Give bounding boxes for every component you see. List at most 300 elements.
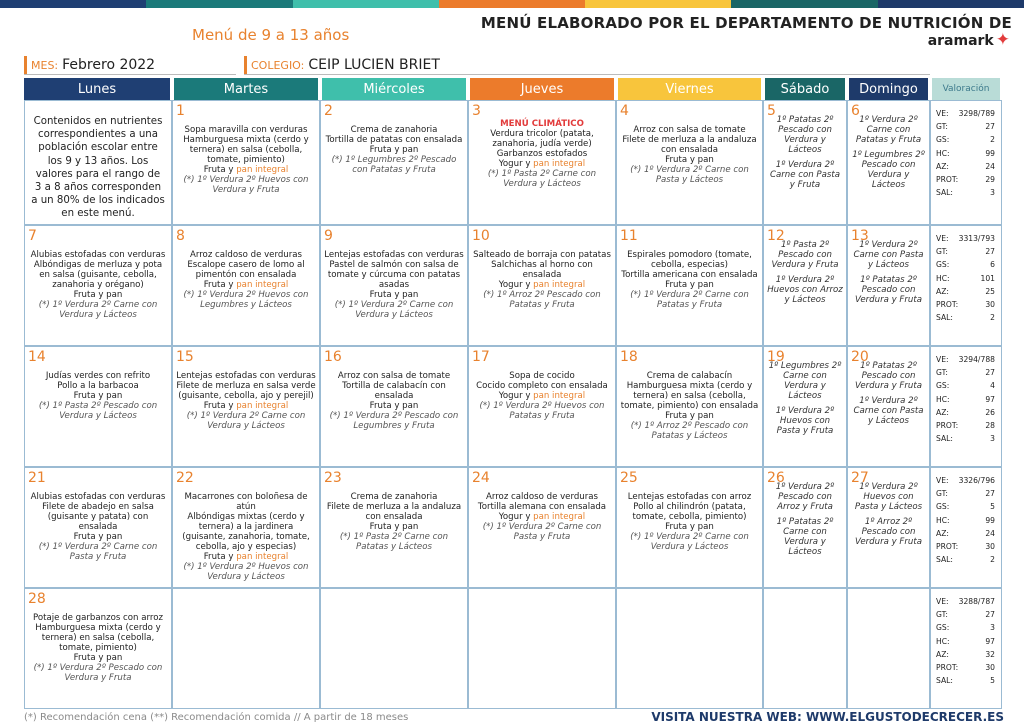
day-number: 5	[767, 103, 776, 119]
nutrient-value: 4	[990, 381, 995, 391]
nutrition-row	[936, 635, 995, 648]
nutrient-value: 3	[990, 623, 995, 633]
day-header-viernes: Viernes	[618, 78, 761, 100]
nutrient-label: AZ:	[936, 528, 949, 538]
day-number: 22	[176, 470, 194, 486]
dinner-option-2: 1º Arroz 2º Pescado con Verdura y Fruta	[854, 517, 922, 547]
dinner-recommendation: (*) 1º Pasta 2º Carne con Verdura y Lácteos	[487, 169, 597, 189]
day-cell	[24, 225, 172, 346]
nutrient-label: GT:	[936, 610, 948, 620]
menu-text	[767, 115, 843, 190]
nutrition-row	[936, 595, 995, 608]
dessert-line	[28, 653, 168, 663]
day-cell	[616, 346, 763, 467]
nutrition-row	[936, 540, 995, 553]
nutrient-label: AZ:	[936, 649, 949, 659]
nutrient-label: GS:	[936, 502, 950, 512]
top-color-stripe	[0, 0, 1024, 8]
dessert-text: Yogur y	[498, 280, 534, 290]
nutrient-value: 30	[985, 300, 995, 310]
menu-age-range: Menú de 9 a 13 años	[192, 26, 350, 44]
day-header-martes: Martes	[174, 78, 318, 100]
dessert-line	[472, 159, 612, 169]
dinner-recommendation: (*) 1º Verdura 2º Carne con Verdura y Lácteos	[334, 300, 454, 320]
month-marker	[24, 56, 27, 74]
lunch-dishes: Arroz caldoso de verduras Tortilla alemana con ensalada	[477, 492, 607, 512]
lunch-dishes: Arroz caldoso de verduras Escalope casero de lomo al pimentón con ensalada	[187, 250, 305, 280]
day-number: 24	[472, 470, 490, 486]
menu-text	[851, 115, 926, 190]
dessert-text: Fruta y	[203, 280, 237, 290]
nutrient-label: VE:	[936, 597, 949, 606]
dessert-text: Fruta y pan	[73, 653, 123, 663]
month-info	[24, 56, 155, 74]
lunch-dishes: Lentejas estofadas con verduras Filete de merluza en salsa verde (guisante, cebolla, ajo y perejil)	[176, 371, 316, 401]
nutrient-label: HC:	[936, 394, 950, 404]
month-label: MES:	[31, 58, 59, 72]
nutrient-label: SAL:	[936, 555, 953, 565]
day-cell	[468, 100, 616, 225]
day-number: 17	[472, 349, 490, 365]
nutrition-row	[936, 353, 995, 366]
dinner-option-2: 1º Verdura 2º Carne con Pasta y Lácteos	[853, 396, 924, 426]
nutrition-list	[936, 595, 995, 687]
lunch-dishes: Verdura tricolor (patata, zanahoria, judía verde) Garbanzos estofados	[490, 129, 594, 159]
day-cell	[24, 467, 172, 588]
dessert-line	[472, 512, 612, 522]
dinner-recommendation: (*) 1º Pasta 2º Pescado con Verdura y Lácteos	[38, 401, 158, 421]
dinner-recommendation: (*) 1º Verdura 2º Huevos con Verdura y Lácteos	[183, 562, 309, 582]
nutrient-value: 25	[985, 286, 995, 296]
menu-text	[767, 361, 843, 436]
nutrient-value: 27	[985, 122, 995, 132]
dinner-recommendation: (*) 1º Verdura 2º Carne con Pasta y Lácteos	[630, 165, 749, 185]
menu-text	[620, 492, 759, 552]
nutrient-label: GT:	[936, 489, 948, 499]
menu-text	[176, 371, 316, 431]
day-number: 10	[472, 228, 490, 244]
day-cell	[320, 225, 468, 346]
nutrient-value: 3326/796	[958, 476, 995, 485]
day-header-domingo: Domingo	[849, 78, 928, 100]
nutrient-value: 2	[990, 135, 995, 145]
nutrient-value: 2	[990, 555, 995, 565]
nutrition-list	[936, 107, 995, 199]
dessert-text: Fruta y	[203, 165, 237, 175]
menu-text	[472, 250, 612, 310]
nutrition-row	[936, 298, 995, 311]
school-underline	[244, 74, 930, 75]
day-number: 27	[851, 470, 869, 486]
wholegrain-bread: pan integral	[533, 280, 586, 290]
dessert-line	[324, 290, 464, 300]
day-number: 19	[767, 349, 785, 365]
dinner-recommendation: (*) 1º Verdura 2º Huevos con Verdura y Fruta	[183, 175, 309, 195]
intro-text: Contenidos en nutrientes correspondientes a una población escolar entre los 9 y 13 años. Los valores para el rango de 3 a 8 años corresponden a un 80% de los indicados en este menú.	[31, 116, 165, 220]
menu-text	[176, 492, 316, 582]
nutrient-value: 32	[985, 649, 995, 659]
menu-text	[324, 125, 464, 175]
nutrition-row	[936, 648, 995, 661]
nutrition-row	[936, 160, 995, 173]
day-cell	[763, 100, 847, 225]
nutrient-label: SAL:	[936, 313, 953, 323]
nutrient-label: GT:	[936, 368, 948, 378]
empty-cell	[468, 588, 616, 709]
intro-cell	[24, 100, 172, 225]
dessert-line	[620, 411, 759, 421]
wholegrain-bread: pan integral	[533, 159, 586, 169]
menu-text	[620, 125, 759, 185]
dessert-text: Fruta y pan	[665, 280, 714, 290]
nutrition-row	[936, 258, 995, 271]
brand-name: aramark	[927, 32, 994, 49]
nutrient-value: 97	[985, 394, 995, 404]
dinner-option-1: 1º Legumbres 2º Carne con Verdura y Lácteos	[768, 361, 842, 401]
month-underline	[24, 74, 236, 75]
nutrition-row	[936, 621, 995, 634]
lunch-dishes: Sopa maravilla con verduras Hamburguesa mixta (cerdo y ternera) en salsa (cebolla, tomate, pimiento)	[183, 125, 309, 165]
nutrition-row	[936, 474, 995, 487]
day-header-sabado: Sábado	[765, 78, 845, 100]
lunch-dishes: Crema de zanahoria Tortilla de patatas con ensalada	[325, 125, 463, 145]
dessert-text: Fruta y	[203, 552, 237, 562]
department-title: MENÚ ELABORADO POR EL DEPARTAMENTO DE NUTRICIÓN DE	[480, 14, 1012, 32]
nutrient-value: 27	[985, 489, 995, 499]
wholegrain-bread: pan integral	[533, 391, 586, 401]
dinner-option-1: 1º Patatas 2º Pescado con Verdura y Fruta	[854, 361, 922, 391]
nutrition-row	[936, 232, 995, 245]
nutrient-label: AZ:	[936, 161, 949, 171]
nutrient-label: GT:	[936, 247, 948, 257]
nutrition-row	[936, 311, 995, 324]
menu-text	[28, 492, 168, 562]
lunch-dishes: Espirales pomodoro (tomate, cebolla, especias) Tortilla americana con ensalada	[621, 250, 758, 280]
nutrient-label: HC:	[936, 273, 950, 283]
lunch-dishes: Crema de zanahoria Filete de merluza a la andaluza con ensalada	[326, 492, 462, 522]
day-number: 15	[176, 349, 194, 365]
nutrient-value: 30	[985, 542, 995, 552]
day-cell	[24, 588, 172, 709]
lunch-dishes: Potaje de garbanzos con arroz Hamburguesa mixta (cerdo y ternera) en salsa (cebolla, tomate, pimiento)	[33, 613, 163, 653]
day-number: 25	[620, 470, 638, 486]
menu-text	[620, 371, 759, 441]
nutrient-label: GS:	[936, 623, 950, 633]
nutrient-value: 3288/787	[958, 597, 995, 606]
menu-text	[28, 371, 168, 421]
nutrition-row	[936, 147, 995, 160]
nutrient-value: 24	[985, 528, 995, 538]
day-number: 9	[324, 228, 333, 244]
dessert-line	[472, 280, 612, 290]
menu-text	[620, 250, 759, 310]
nutrient-label: GS:	[936, 260, 950, 270]
nutrition-row	[936, 366, 995, 379]
menu-text	[851, 361, 926, 426]
nutrition-row	[936, 379, 995, 392]
menu-text	[28, 613, 168, 683]
menu-text	[767, 482, 843, 557]
empty-cell	[172, 588, 320, 709]
nutrient-value: 3313/793	[958, 234, 995, 243]
dessert-text: Fruta y pan	[73, 290, 123, 300]
nutrient-value: 3294/788	[958, 355, 995, 364]
day-cell	[616, 100, 763, 225]
nutrition-row	[936, 173, 995, 186]
dessert-line	[620, 280, 759, 290]
menu-text	[851, 482, 926, 547]
dinner-option-1: 1º Verdura 2º Carne con Pasta y Lácteos	[853, 240, 924, 270]
nutrient-value: 97	[985, 636, 995, 646]
nutrition-row	[936, 674, 995, 687]
dessert-text: Fruta y pan	[73, 391, 123, 401]
day-cell	[616, 225, 763, 346]
day-number: 18	[620, 349, 638, 365]
menu-text	[472, 371, 612, 421]
nutrition-row	[936, 419, 995, 432]
dessert-text: Fruta y pan	[665, 522, 714, 532]
day-cell	[468, 346, 616, 467]
nutrition-row	[936, 553, 995, 566]
day-header-jueves: Jueves	[470, 78, 614, 100]
nutrient-value: 27	[985, 368, 995, 378]
dessert-text: Yogur y	[498, 391, 534, 401]
nutrition-row	[936, 406, 995, 419]
nutrient-label: PROT:	[936, 663, 959, 673]
day-cell	[320, 100, 468, 225]
nutrient-label: PROT:	[936, 542, 959, 552]
dessert-line	[324, 401, 464, 411]
dessert-text: Yogur y	[498, 512, 534, 522]
day-number: 13	[851, 228, 869, 244]
day-number: 21	[28, 470, 46, 486]
dinner-recommendation: (*) 1º Verdura 2º Carne con Verdura y Lácteos	[630, 532, 749, 552]
empty-cell	[320, 588, 468, 709]
nutrition-row	[936, 432, 995, 445]
nutrient-label: HC:	[936, 636, 950, 646]
nutrient-label: VE:	[936, 476, 949, 485]
day-cell	[847, 346, 930, 467]
school-marker	[244, 56, 247, 74]
day-cell	[172, 467, 320, 588]
dinner-recommendation: (*) 1º Verdura 2º Carne con Patatas y Fruta	[630, 290, 749, 310]
day-header-valoracion: Valoración	[932, 78, 1000, 100]
day-cell	[172, 346, 320, 467]
empty-cell	[763, 588, 847, 709]
nutrient-value: 30	[985, 663, 995, 673]
nutrient-value: 3	[990, 188, 995, 198]
month-value: Febrero 2022	[62, 57, 156, 73]
star-icon: ✦	[995, 30, 1010, 50]
lunch-dishes: Judías verdes con refrito Pollo a la barbacoa	[45, 371, 151, 391]
dessert-text: Fruta y pan	[369, 290, 419, 300]
nutrient-label: AZ:	[936, 286, 949, 296]
day-number: 7	[28, 228, 37, 244]
nutrition-row	[936, 514, 995, 527]
dinner-recommendation: (*) 1º Verdura 2º Carne con Pasta y Fruta	[482, 522, 602, 542]
day-number: 26	[767, 470, 785, 486]
nutrient-label: GT:	[936, 122, 948, 132]
day-header-miercoles: Miércoles	[322, 78, 466, 100]
empty-cell	[616, 588, 763, 709]
nutrient-value: 27	[985, 610, 995, 620]
dessert-text: Fruta y	[203, 401, 237, 411]
lunch-dishes: Sopa de cocido Cocido completo con ensalada	[476, 371, 608, 391]
lunch-dishes: Alubias estofadas con verduras Albóndigas de merluza y pota en salsa (guisante, cebolla, zanahoria y orégano)	[30, 250, 166, 290]
menu-text	[176, 250, 316, 310]
day-number: 11	[620, 228, 638, 244]
nutrient-value: 5	[990, 502, 995, 512]
nutrition-row	[936, 272, 995, 285]
website-link[interactable]: VISITA NUESTRA WEB: WWW.ELGUSTODECRECER.ES	[651, 710, 1004, 724]
nutrient-label: PROT:	[936, 300, 959, 310]
lunch-dishes: Alubias estofadas con verduras Filete de abadejo en salsa (guisante y patata) con ensalada	[30, 492, 166, 532]
lunch-dishes: Arroz con salsa de tomate Filete de merluza a la andaluza con ensalada	[622, 125, 757, 155]
dinner-recommendation: (*) 1º Verdura 2º Carne con Verdura y Lácteos	[38, 300, 158, 320]
nutrition-row	[936, 487, 995, 500]
nutrient-label: AZ:	[936, 407, 949, 417]
dessert-line	[472, 391, 612, 401]
dinner-recommendation: (*) 1º Verdura 2º Huevos con Patatas y Fruta	[479, 401, 605, 421]
lunch-dishes: Salteado de borraja con patatas Salchichas al horno con ensalada	[473, 250, 611, 280]
day-number: 14	[28, 349, 46, 365]
climate-menu-label: MENÚ CLIMÁTICO	[500, 119, 584, 129]
menu-text	[472, 119, 612, 189]
nutrient-value: 6	[990, 260, 995, 270]
dinner-recommendation: (*) 1º Verdura 2º Pescado con Legumbres y Fruta	[329, 411, 459, 431]
dinner-option-1: 1º Pasta 2º Pescado con Verdura y Fruta	[771, 240, 839, 270]
nutrient-label: SAL:	[936, 676, 953, 686]
aramark-logo	[928, 32, 1010, 49]
nutrient-value: 28	[985, 421, 995, 431]
day-number: 6	[851, 103, 860, 119]
nutrient-value: 2	[990, 313, 995, 323]
nutrient-label: PROT:	[936, 421, 959, 431]
nutrient-value: 26	[985, 407, 995, 417]
nutrition-values	[930, 225, 1002, 346]
dinner-recommendation: (*) 1º Arroz 2º Pescado con Patatas y Lácteos	[630, 421, 749, 441]
nutrient-label: SAL:	[936, 188, 953, 198]
day-cell	[847, 225, 930, 346]
dinner-recommendation: (*) 1º Verdura 2º Carne con Pasta y Fruta	[38, 542, 158, 562]
dessert-text: Yogur y	[498, 159, 534, 169]
wholegrain-bread: pan integral	[236, 552, 289, 562]
dinner-option-1: 1º Verdura 2º Pescado con Arroz y Fruta	[775, 482, 835, 512]
school-label: COLEGIO:	[251, 58, 305, 72]
dinner-option-2: 1º Legumbres 2º Pescado con Verdura y Lácteos	[852, 150, 925, 190]
nutrient-label: GS:	[936, 135, 950, 145]
dessert-line	[176, 552, 316, 562]
dessert-line	[28, 532, 168, 542]
nutrition-row	[936, 285, 995, 298]
nutrient-value: 27	[985, 247, 995, 257]
nutrition-list	[936, 474, 995, 566]
wholegrain-bread: pan integral	[236, 401, 289, 411]
dinner-option-2: 1º Verdura 2º Carne con Pasta y Fruta	[770, 160, 840, 190]
nutrition-row	[936, 107, 995, 120]
nutrient-value: 99	[985, 148, 995, 158]
dessert-text: Fruta y pan	[665, 155, 714, 165]
day-cell	[847, 100, 930, 225]
dinner-option-2: 1º Verdura 2º Huevos con Arroz y Lácteos	[767, 275, 843, 305]
day-number: 3	[472, 103, 481, 119]
nutrition-row	[936, 500, 995, 513]
nutrition-values	[930, 588, 1002, 709]
dessert-line	[176, 165, 316, 175]
nutrient-label: HC:	[936, 148, 950, 158]
wholegrain-bread: pan integral	[236, 280, 289, 290]
dinner-recommendation: (*) 1º Verdura 2º Pescado con Verdura y Fruta	[33, 663, 163, 683]
wholegrain-bread: pan integral	[533, 512, 586, 522]
nutrition-values	[930, 346, 1002, 467]
nutrient-label: VE:	[936, 109, 949, 118]
nutrition-row	[936, 186, 995, 199]
day-cell	[763, 467, 847, 588]
nutrient-label: SAL:	[936, 434, 953, 444]
nutrition-list	[936, 232, 995, 324]
dinner-recommendation: (*) 1º Pasta 2º Carne con Patatas y Lácteos	[339, 532, 449, 552]
dessert-line	[324, 145, 464, 155]
nutrition-row	[936, 120, 995, 133]
dessert-text: Fruta y pan	[665, 411, 714, 421]
day-cell	[847, 467, 930, 588]
dessert-line	[620, 155, 759, 165]
nutrient-value: 99	[985, 515, 995, 525]
day-number: 4	[620, 103, 629, 119]
menu-text	[176, 125, 316, 195]
nutrition-row	[936, 661, 995, 674]
day-number: 28	[28, 591, 46, 607]
nutrient-value: 29	[985, 175, 995, 185]
day-number: 20	[851, 349, 869, 365]
nutrient-label: PROT:	[936, 175, 959, 185]
day-header-lunes: Lunes	[24, 78, 170, 100]
nutrient-value: 24	[985, 161, 995, 171]
nutrient-value: 5	[990, 676, 995, 686]
day-cell	[763, 225, 847, 346]
nutrient-value: 101	[980, 273, 995, 283]
menu-text	[324, 492, 464, 552]
day-number: 8	[176, 228, 185, 244]
dessert-line	[28, 391, 168, 401]
day-cell	[320, 346, 468, 467]
menu-text	[472, 492, 612, 542]
day-number: 12	[767, 228, 785, 244]
dinner-option-2: 1º Patatas 2º Pescado con Verdura y Fruta	[854, 275, 922, 305]
nutrient-label: VE:	[936, 355, 949, 364]
nutrition-values	[930, 100, 1002, 225]
menu-text	[767, 240, 843, 305]
footer-note: (*) Recomendación cena (**) Recomendación comida // A partir de 18 meses	[24, 712, 409, 723]
day-cell	[172, 100, 320, 225]
nutrition-row	[936, 133, 995, 146]
day-cell	[468, 225, 616, 346]
school-value: CEIP LUCIEN BRIET	[308, 57, 440, 73]
nutrition-row	[936, 393, 995, 406]
day-cell	[468, 467, 616, 588]
dessert-text: Fruta y pan	[369, 401, 419, 411]
dessert-line	[176, 280, 316, 290]
dessert-line	[620, 522, 759, 532]
lunch-dishes: Arroz con salsa de tomate Tortilla de calabacín con ensalada	[337, 371, 451, 401]
menu-text	[851, 240, 926, 305]
lunch-dishes: Crema de calabacín Hamburguesa mixta (cerdo y ternera) en salsa (cebolla, tomate, pimiento) con ensalada	[620, 371, 759, 411]
dinner-option-1: 1º Verdura 2º Carne con Patatas y Fruta	[855, 115, 922, 145]
day-number: 16	[324, 349, 342, 365]
day-number: 1	[176, 103, 185, 119]
dessert-text: Fruta y pan	[369, 145, 419, 155]
dinner-option-1: 1º Verdura 2º Huevos con Pasta y Lácteos	[854, 482, 923, 512]
